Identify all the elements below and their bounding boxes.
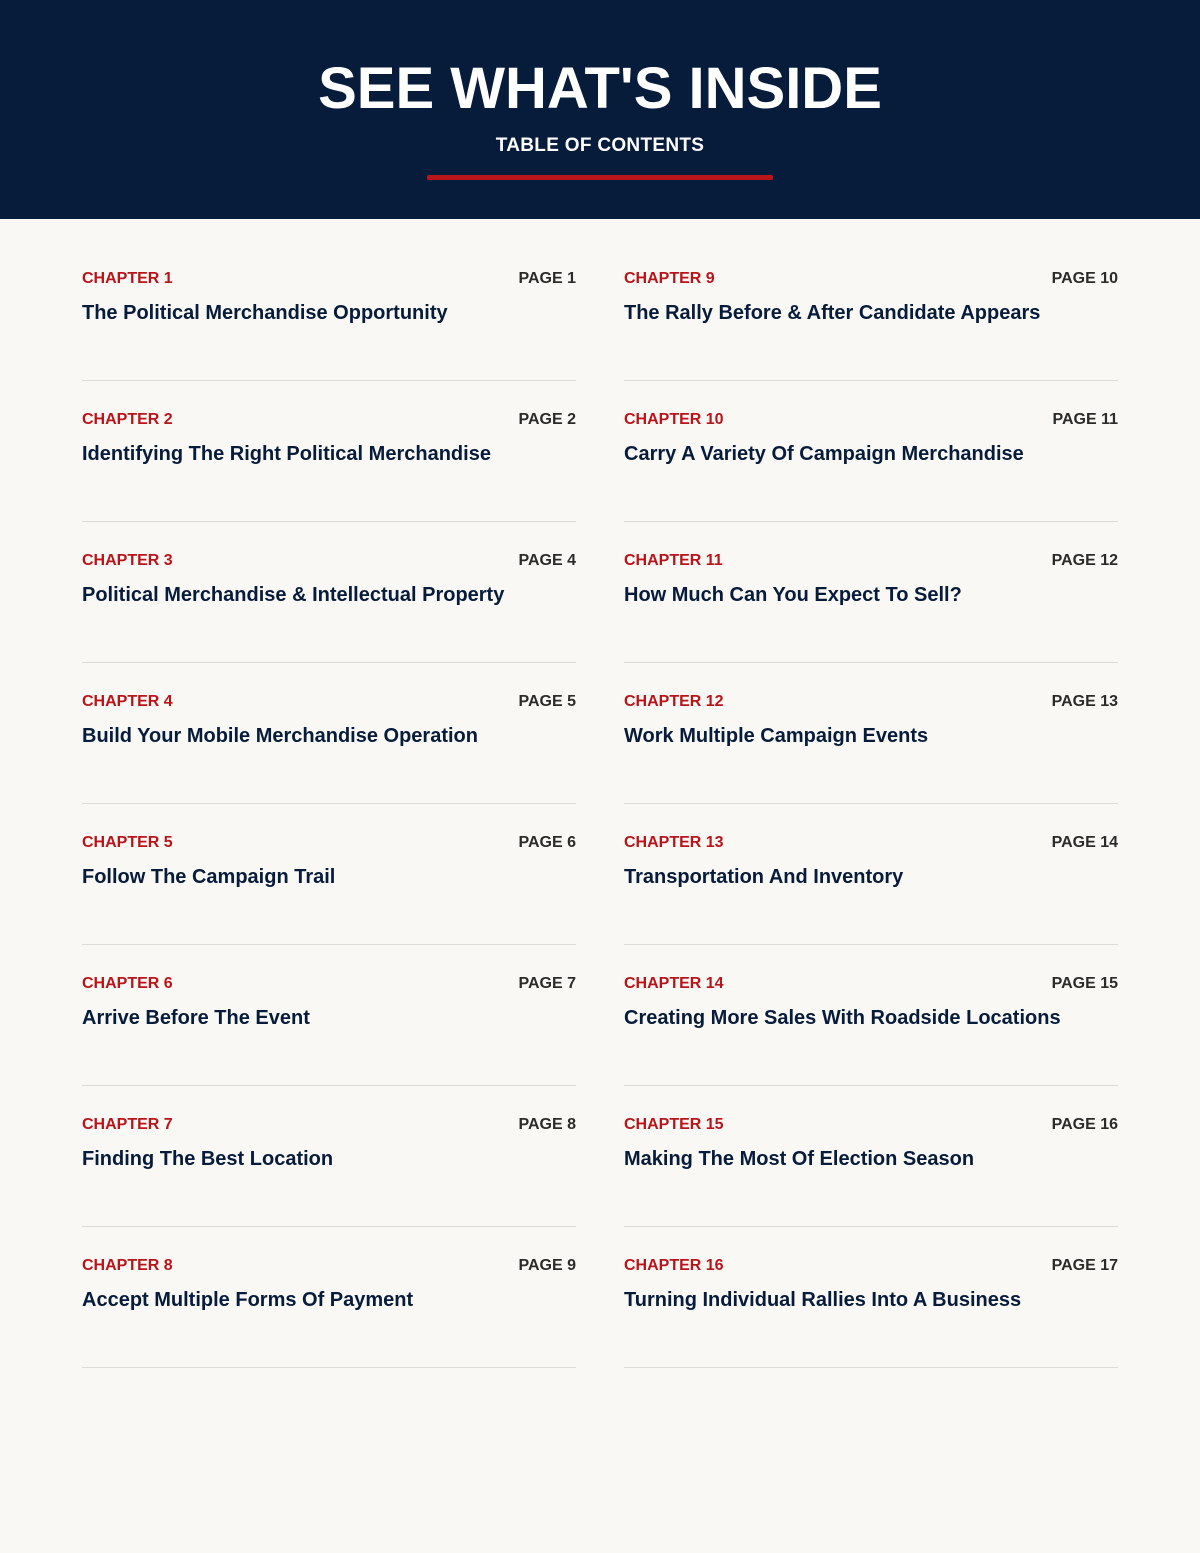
chapter-title: Build Your Mobile Merchandise Operation <box>82 725 478 747</box>
chapter-label: CHAPTER 13 <box>624 834 724 851</box>
chapter-label: CHAPTER 8 <box>82 1257 173 1274</box>
chapter-title: The Rally Before & After Candidate Appears <box>624 302 1041 324</box>
toc-entry[interactable] <box>82 252 576 393</box>
page-number: PAGE 16 <box>1051 1116 1118 1133</box>
page-number: PAGE 10 <box>1051 270 1118 287</box>
chapter-label: CHAPTER 5 <box>82 834 173 851</box>
entry-divider <box>624 1085 1118 1086</box>
chapter-title: Transportation And Inventory <box>624 866 904 888</box>
toc-column-right <box>624 252 1118 1380</box>
page-number: PAGE 7 <box>518 975 576 992</box>
chapter-label: CHAPTER 12 <box>624 693 724 710</box>
chapter-label: CHAPTER 3 <box>82 552 173 569</box>
entry-divider <box>82 662 576 663</box>
chapter-title: Making The Most Of Election Season <box>624 1148 975 1170</box>
chapter-title: Finding The Best Location <box>82 1148 334 1170</box>
toc-entry[interactable] <box>624 1239 1118 1380</box>
page-number: PAGE 17 <box>1051 1257 1118 1274</box>
entry-divider <box>624 521 1118 522</box>
page-number: PAGE 4 <box>518 552 576 569</box>
toc-entry[interactable] <box>82 534 576 675</box>
chapter-label: CHAPTER 10 <box>624 411 724 428</box>
toc-entry[interactable] <box>82 957 576 1098</box>
chapter-title: Creating More Sales With Roadside Locations <box>624 1007 1061 1029</box>
chapter-title: Follow The Campaign Trail <box>82 866 336 888</box>
chapter-title: Arrive Before The Event <box>82 1007 310 1029</box>
toc-entry[interactable] <box>624 252 1118 393</box>
entry-divider <box>624 380 1118 381</box>
toc-entry[interactable] <box>624 957 1118 1098</box>
entry-divider <box>624 1367 1118 1368</box>
chapter-title: Turning Individual Rallies Into A Business <box>624 1289 1022 1311</box>
page-number: PAGE 11 <box>1052 411 1118 428</box>
page-number: PAGE 1 <box>518 270 576 287</box>
toc-entry[interactable] <box>82 1098 576 1239</box>
entry-divider <box>82 1226 576 1227</box>
accent-divider <box>427 175 773 180</box>
header-banner <box>0 0 1200 219</box>
toc-entry[interactable] <box>624 1098 1118 1239</box>
page-number: PAGE 12 <box>1051 552 1118 569</box>
page-number: PAGE 5 <box>518 693 576 710</box>
entry-divider <box>82 803 576 804</box>
toc-entry[interactable] <box>624 393 1118 534</box>
page-number: PAGE 6 <box>518 834 576 851</box>
chapter-label: CHAPTER 4 <box>82 693 173 710</box>
entry-divider <box>624 662 1118 663</box>
entry-divider <box>82 1085 576 1086</box>
toc-entry[interactable] <box>624 534 1118 675</box>
entry-divider <box>82 1367 576 1368</box>
entry-divider <box>624 944 1118 945</box>
entry-divider <box>624 803 1118 804</box>
chapter-label: CHAPTER 2 <box>82 411 173 428</box>
chapter-title: The Political Merchandise Opportunity <box>82 302 448 324</box>
chapter-label: CHAPTER 14 <box>624 975 724 992</box>
chapter-label: CHAPTER 15 <box>624 1116 724 1133</box>
entry-divider <box>82 944 576 945</box>
page-number: PAGE 9 <box>518 1257 576 1274</box>
entry-divider <box>82 380 576 381</box>
toc-entry[interactable] <box>624 816 1118 957</box>
chapter-title: Identifying The Right Political Merchandise <box>82 443 491 465</box>
toc-entry[interactable] <box>82 1239 576 1380</box>
chapter-title: Accept Multiple Forms Of Payment <box>82 1289 414 1311</box>
chapter-label: CHAPTER 7 <box>82 1116 173 1133</box>
chapter-title: How Much Can You Expect To Sell? <box>624 584 962 606</box>
entry-divider <box>82 521 576 522</box>
chapter-label: CHAPTER 9 <box>624 270 715 287</box>
entry-divider <box>624 1226 1118 1227</box>
chapter-label: CHAPTER 16 <box>624 1257 724 1274</box>
toc-entry[interactable] <box>82 675 576 816</box>
toc-entry[interactable] <box>82 393 576 534</box>
chapter-label: CHAPTER 11 <box>624 552 723 569</box>
page-number: PAGE 8 <box>518 1116 576 1133</box>
toc-entry[interactable] <box>624 675 1118 816</box>
page-title: SEE WHAT'S INSIDE <box>318 56 882 121</box>
page-number: PAGE 15 <box>1051 975 1118 992</box>
page-number: PAGE 2 <box>518 411 576 428</box>
chapter-label: CHAPTER 1 <box>82 270 173 287</box>
chapter-title: Political Merchandise & Intellectual Property <box>82 584 505 606</box>
chapter-title: Work Multiple Campaign Events <box>624 725 929 747</box>
page-subtitle: TABLE OF CONTENTS <box>495 135 705 156</box>
toc-entry[interactable] <box>82 816 576 957</box>
page-number: PAGE 13 <box>1051 693 1118 710</box>
chapter-title: Carry A Variety Of Campaign Merchandise <box>624 443 1024 465</box>
page-number: PAGE 14 <box>1051 834 1118 851</box>
chapter-label: CHAPTER 6 <box>82 975 173 992</box>
toc-column-left <box>82 252 576 1380</box>
